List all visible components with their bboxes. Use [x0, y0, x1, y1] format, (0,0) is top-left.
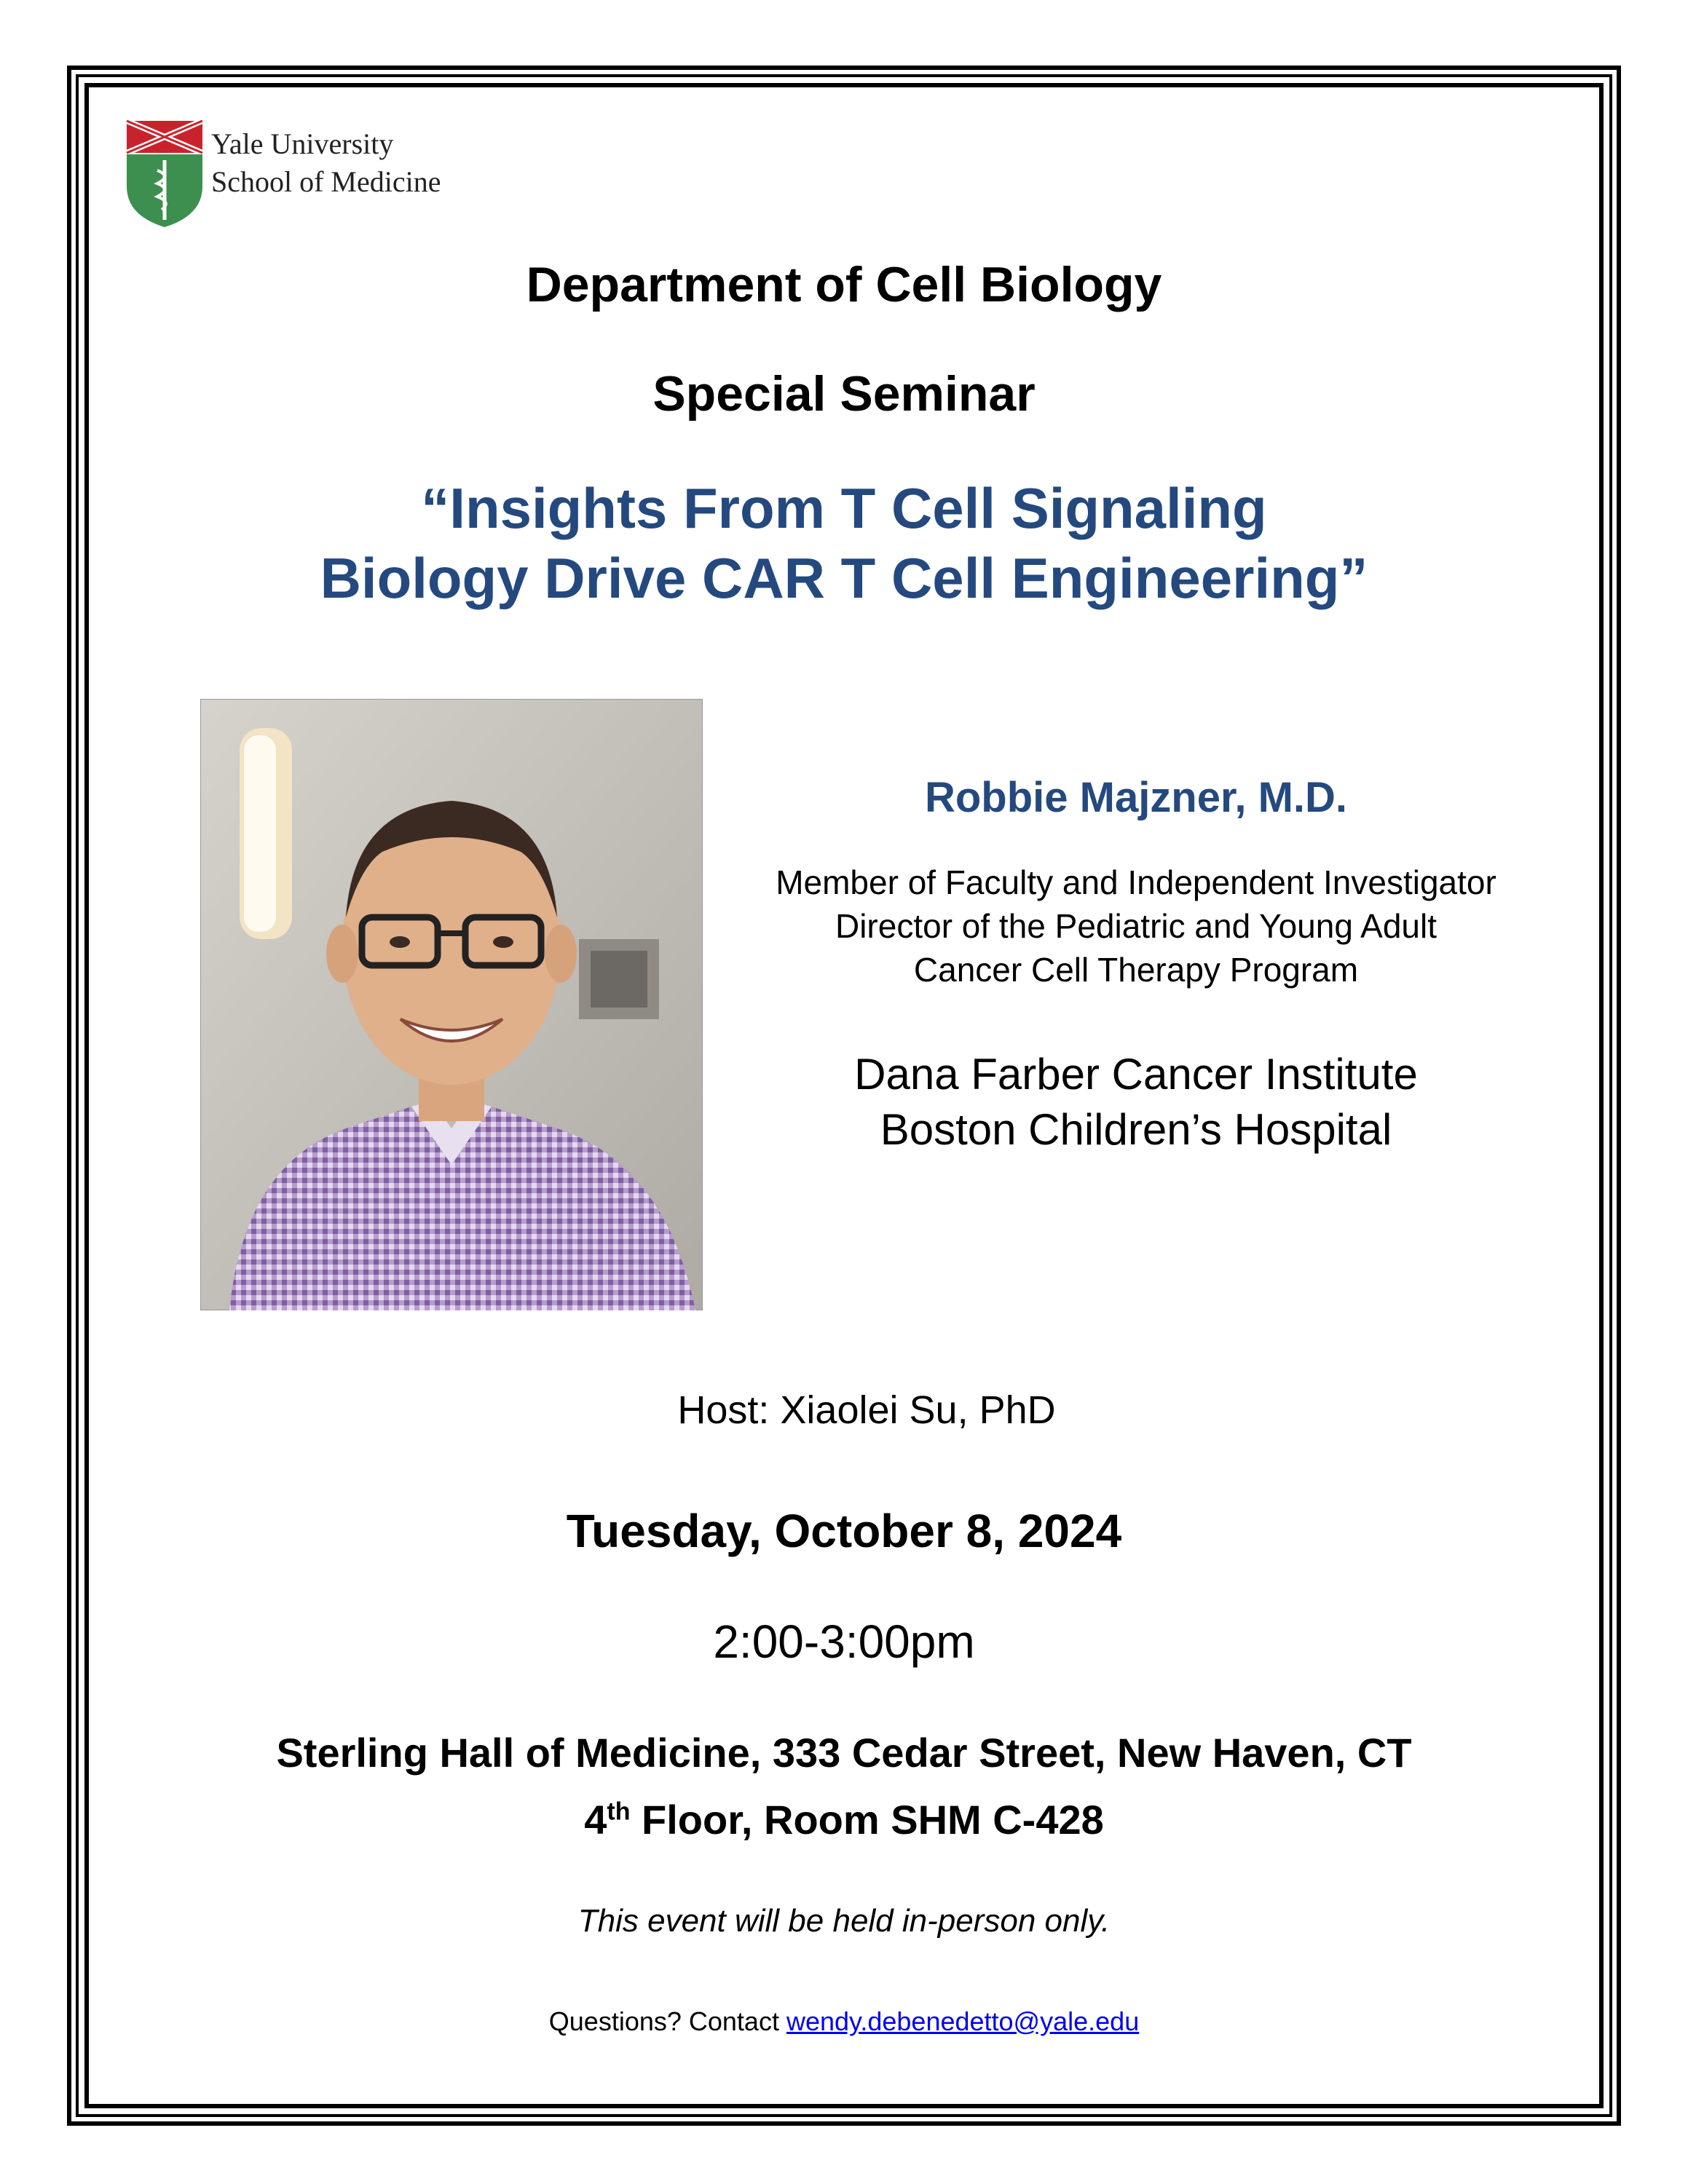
speaker-roles	[699, 860, 1573, 992]
attendance-note: This event will be held in-person only.	[577, 1903, 1111, 1939]
contact-prefix: Questions? Contact	[548, 2006, 786, 2036]
speaker-institutions	[699, 1047, 1573, 1158]
department-heading: Department of Cell Biology	[526, 257, 1162, 312]
logo-line-university: Yale University	[211, 127, 394, 160]
floor-ordinal: th	[607, 1797, 631, 1826]
venue-address: Sterling Hall of Medicine, 333 Cedar Street, New Haven, CT	[276, 1730, 1412, 1776]
institution-wordmark	[211, 125, 441, 201]
yale-medicine-logo	[125, 119, 518, 229]
institution-line: Boston Children’s Hospital	[880, 1105, 1392, 1154]
speaker-portrait	[200, 699, 703, 1310]
speaker-role-line: Cancer Cell Therapy Program	[913, 951, 1359, 989]
institution-line: Dana Farber Cancer Institute	[854, 1050, 1418, 1099]
room-text: Floor, Room SHM C-428	[630, 1797, 1104, 1843]
yale-medicine-shield-icon	[125, 119, 205, 229]
floor-number: 4	[584, 1797, 607, 1843]
venue-room	[0, 1787, 1688, 1853]
contact-line	[0, 2006, 1688, 2037]
event-date: Tuesday, October 8, 2024	[566, 1505, 1122, 1557]
speaker-role-line: Member of Faculty and Independent Investigator	[776, 863, 1496, 901]
talk-title-line-2: Biology Drive CAR T Cell Engineering”	[320, 546, 1368, 610]
talk-title-line-1: “Insights From T Cell Signaling	[421, 476, 1267, 540]
talk-title	[0, 473, 1688, 613]
host-line: Host: Xiaolei Su, PhD	[677, 1388, 1056, 1432]
speaker-role-line: Director of the Pediatric and Young Adult	[835, 907, 1437, 945]
logo-line-school: School of Medicine	[211, 165, 441, 198]
event-type-heading: Special Seminar	[652, 366, 1036, 422]
contact-email-link[interactable]: wendy.debenedetto@yale.edu	[786, 2006, 1140, 2036]
event-time: 2:00-3:00pm	[713, 1615, 975, 1668]
speaker-name: Robbie Majzner, M.D.	[924, 774, 1348, 821]
event-venue	[0, 1720, 1688, 1853]
